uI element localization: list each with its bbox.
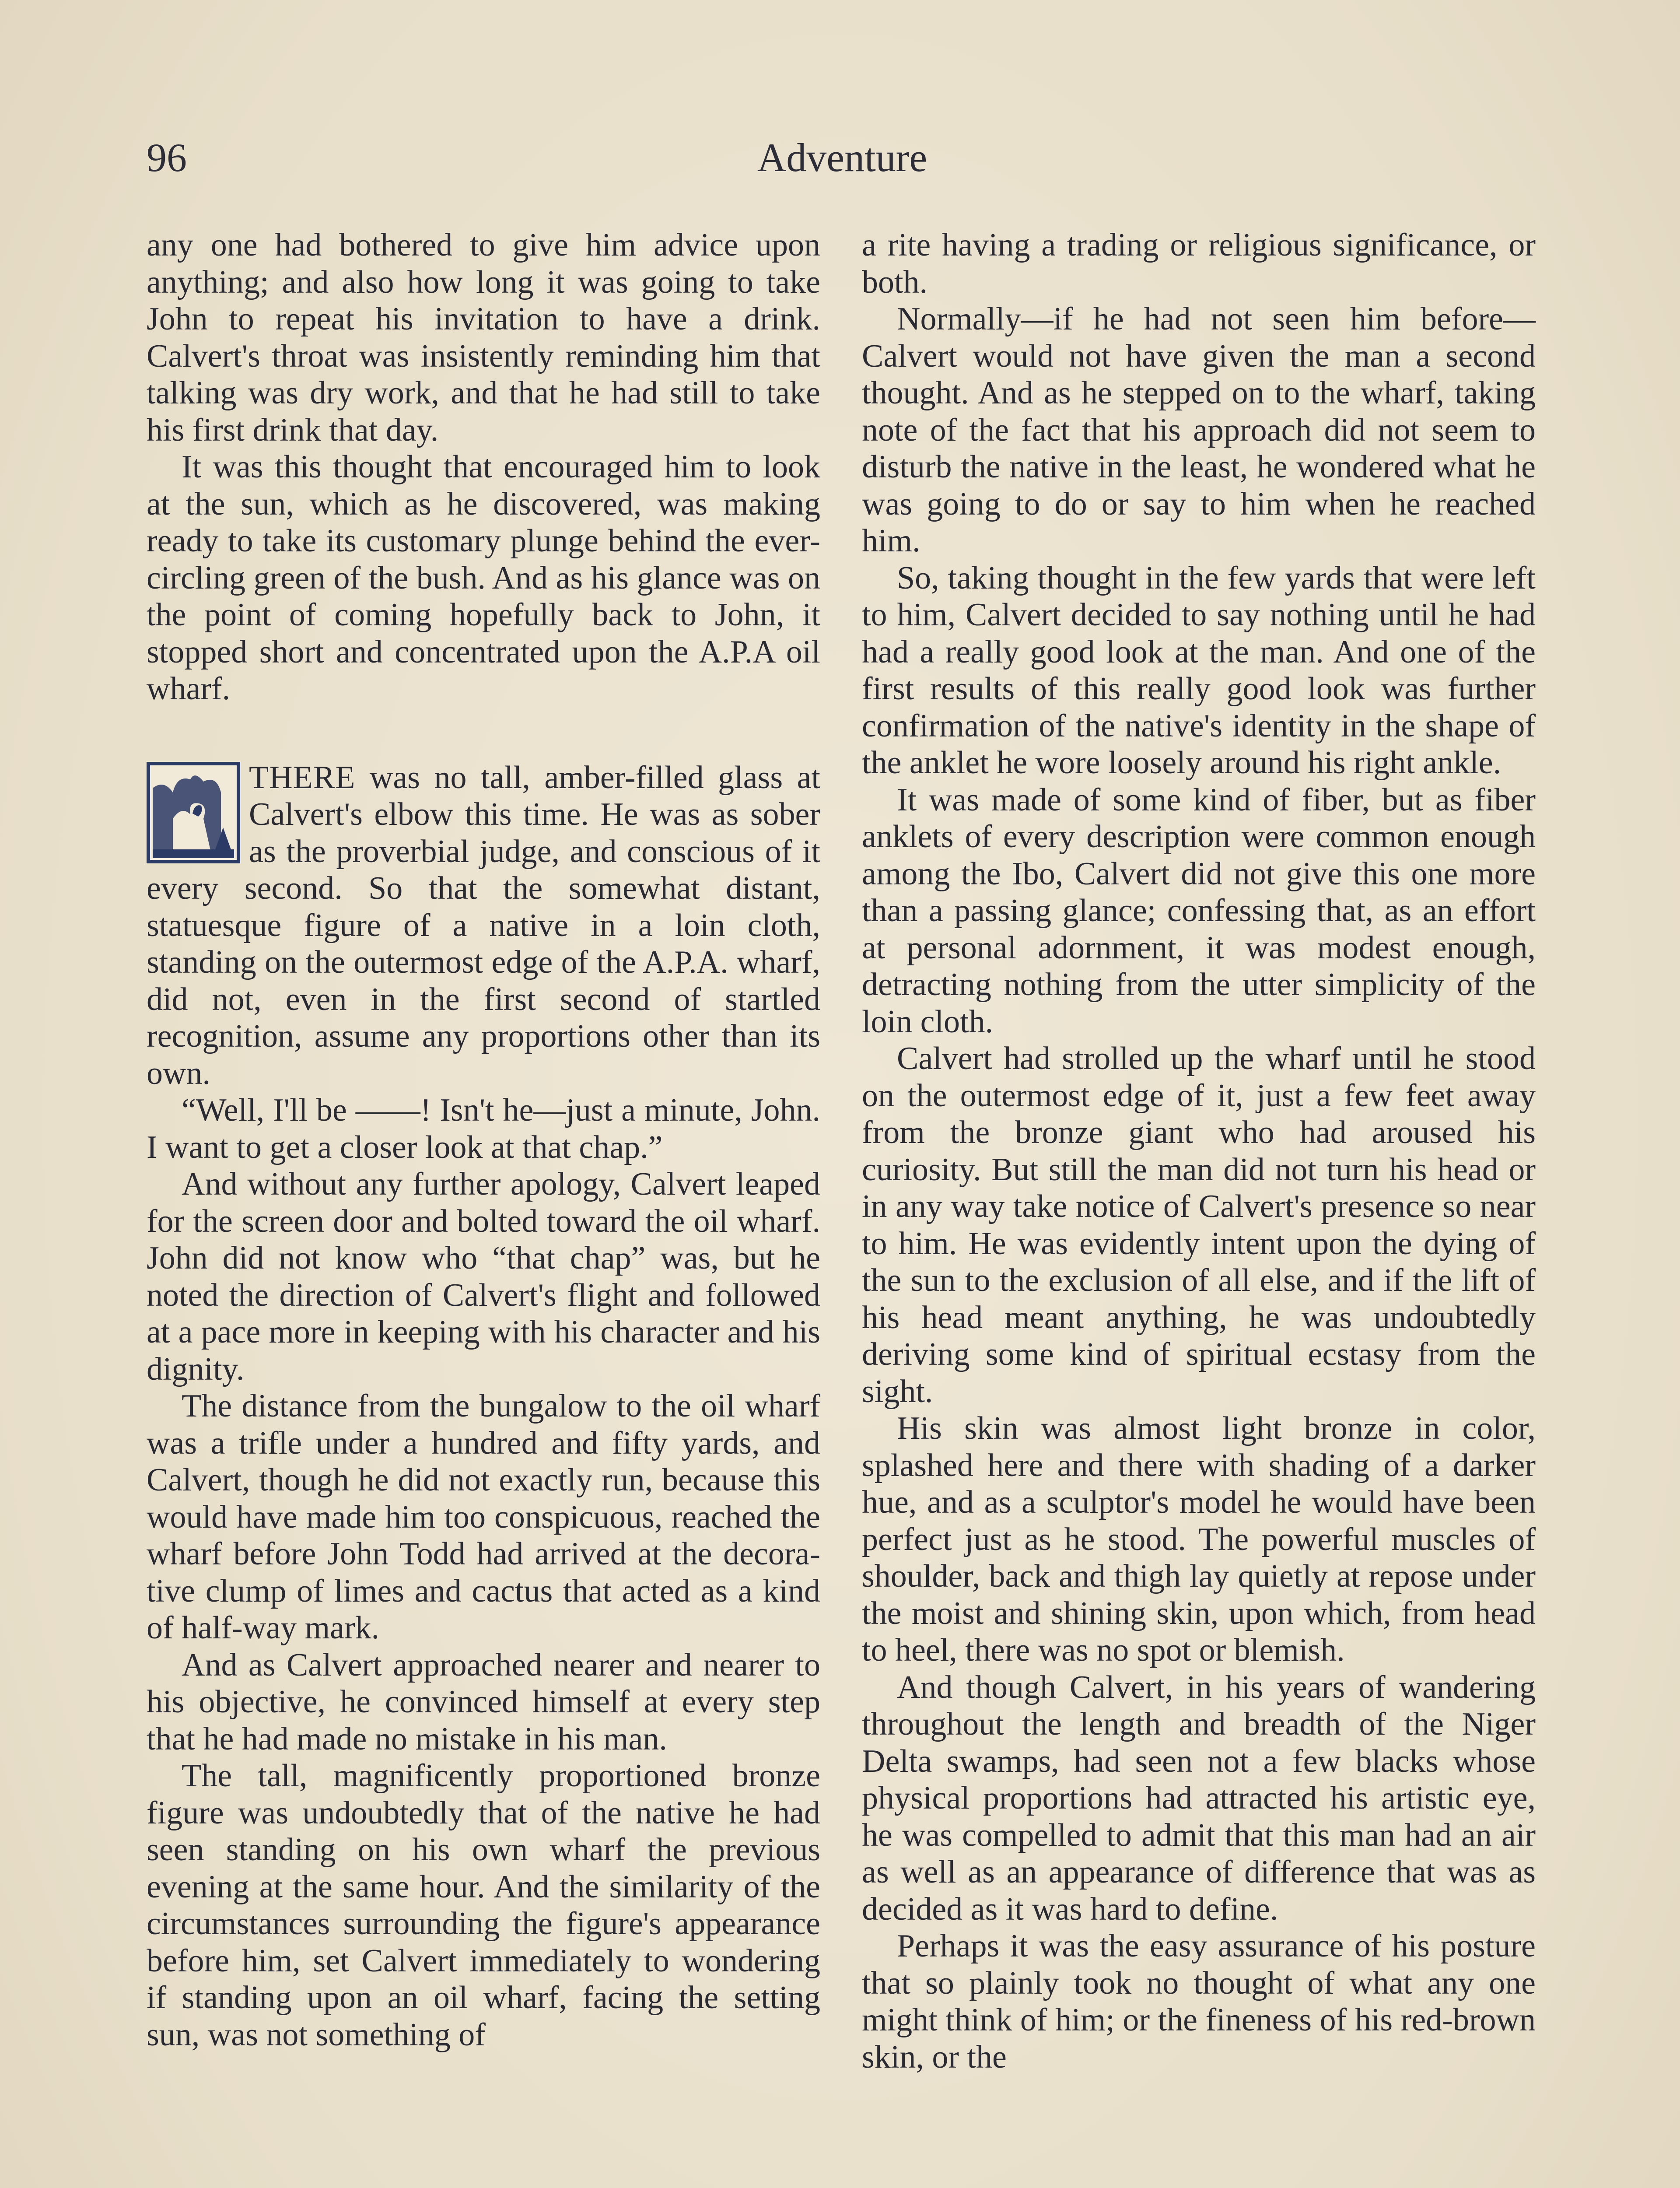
paragraph: And without any further apology, Calvert leaped for the screen door and bolted toward the oil wharf. John did not know who “that chap” was, but he noted the direction of Calvert's flight and followed at a pace more in keeping with his character and his dignity. (147, 1166, 820, 1387)
paragraph: So, taking thought in the few yards that were left to him, Calvert decided to say nothing until he had had a really good look at the man. And one of the first results of this really good look was further confirmation of the native's identity in the shape of the anklet he wore loosely around his right ankle. (862, 560, 1536, 781)
drop-cap-illustration-icon (147, 762, 240, 863)
running-title: Adventure (757, 135, 928, 180)
paragraph-text: was no tall, amber-filled glass at Calvert's elbow this time. He was as sober as the proverbial judge, and conscious of it every second. So that the somewhat distant, statuesque figure of a native in a loin cloth, standing on the outermost edge of the A.P.A. wharf, did not, even in the first second of startled recognition, assume any proportions other than its own. (147, 759, 820, 1091)
paragraph: Normally—if he had not seen him before—Calvert would not have given the man a second thought. And as he stepped on to the wharf, taking note of the fact that his approach did not seem to disturb the native in the least, he wondered what he was going to do or say to him when he reached him. (862, 301, 1536, 559)
paragraph: His skin was almost light bronze in color, splashed here and there with shading of a darker hue, and as a sculptor's model he would have been perfect just as he stood. The powerful muscles of shoulder, back and thigh lay quietly at repose under the moist and shining skin, upon which, from head to heel, there was no spot or blemish. (862, 1410, 1536, 1668)
paragraph: The tall, magnificently proportioned bronze figure was undoubtedly that of the native he had seen standing on his own wharf the previous evening at the same hour. And the similarity of the circumstances surrounding the figure's appearance before him, set Calvert immediately to wondering if standing upon an oil wharf, facing the setting sun, was not something of (147, 1758, 820, 2053)
paragraph: any one had bothered to give him advice upon anything; and also how long it was going to take John to repeat his invitation to have a drink. Calvert's throat was insistently reminding him that talking was dry work, and that he had still to take his first drink that day. (147, 227, 820, 448)
left-column (147, 227, 820, 2053)
drop-cap-paragraph (147, 759, 820, 1092)
page-header (147, 131, 1538, 193)
drop-word: THERE (249, 759, 356, 796)
paragraph: It was this thought that encouraged him to look at the sun, which as he discovered, was making ready to take its customary plunge behind the ever-circling green of the bush. And as his glance was on the point of coming hopefully back to John, it stopped short and concentrated upon the A.P.A oil wharf. (147, 449, 820, 707)
paragraph: And as Calvert approached nearer and nearer to his objective, he convinced himself at every step that he had made no mistake in his man. (147, 1647, 820, 1757)
right-column (862, 227, 1536, 2076)
paragraph: It was made of some kind of fiber, but as fiber anklets of every description were common enough among the Ibo, Calvert did not give this one more than a passing glance; confessing that, as an effort at personal adornment, it was modest enough, detracting nothing from the utter simplicity of the loin cloth. (862, 782, 1536, 1040)
paragraph: And though Calvert, in his years of wandering throughout the length and breadth of the Niger Delta swamps, had seen not a few blacks whose physical proportions had attracted his artistic eye, he was compelled to admit that this man had an air as well as an appearance of difference that was as decided as it was hard to define. (862, 1669, 1536, 1927)
paragraph: Calvert had strolled up the wharf until he stood on the outermost edge of it, just a few feet away from the bronze giant who had aroused his curiosity. But still the man did not turn his head or in any way take notice of Calvert's presence so near to him. He was evidently intent upon the dying of the sun to the exclusion of all else, and if the lift of his head meant anything, he was undoubtedly deriving some kind of spiritual ecstasy from the sight. (862, 1041, 1536, 1410)
paragraph: “Well, I'll be ——! Isn't he—just a minute, John. I want to get a closer look at that chap.” (147, 1092, 820, 1165)
paragraph: The distance from the bungalow to the oil wharf was a trifle under a hundred and fifty yards, and Calvert, though he did not exactly run, because this would have made him too conspicuous, reached the wharf before John Todd had arrived at the decorative clump of limes and cactus that acted as a kind of half-way mark. (147, 1388, 820, 1646)
paragraph: a rite having a trading or religious significance, or both. (862, 227, 1536, 300)
page-number: 96 (147, 135, 187, 180)
paragraph: Perhaps it was the easy assurance of his posture that so plainly took no thought of what any one might think of him; or the fineness of his red-brown skin, or the (862, 1928, 1536, 2075)
